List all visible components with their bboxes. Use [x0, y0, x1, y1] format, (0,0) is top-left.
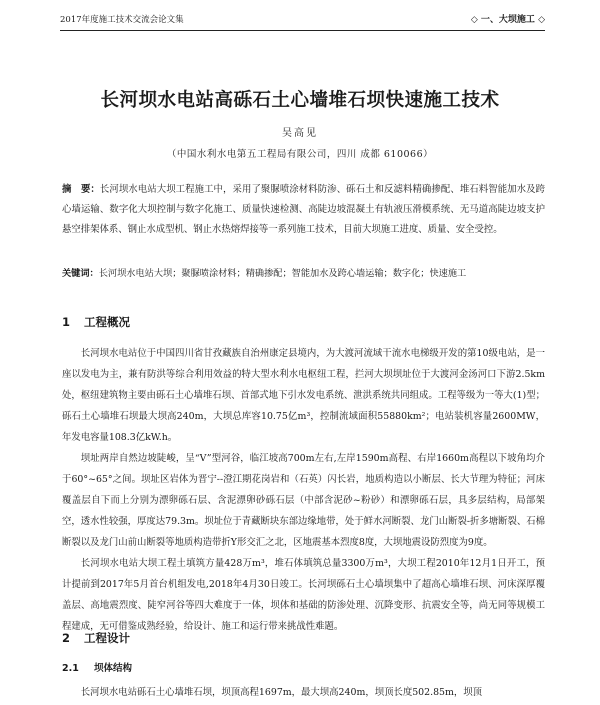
- proceedings-title: 2017年度施工技术交流会论文集: [60, 15, 184, 25]
- section-1-paragraph-2: 坝址两岸自然边坡陡峻，呈“V”型河谷，临江坡高700m左右,左岸1590m高程、右岸1660m高程以下坡角均介于60°~65°之间。坝址区岩体为晋宁--澄江期花岗岩和（石英）闪长岩，地质构造以小断层、长大节理为特征；河床覆盖层自下而上分别为漂卵砾石层、含泥漂卵砂砾石层（中部含泥砂~粉砂）和漂卵砾石层，具多层结构，局部架空，透水性较强，厚度达79.3m。坝址位于青藏断块东部边缘地带，处于鲜水河断裂、龙门山断裂-折多塘断裂、石棉断裂以及龙门山前山断裂等地质构造带折Y形交汇之北，区地震基本烈度8度，大坝地震设防烈度为9度。: [62, 453, 545, 548]
- subsection-2-1-title: 坝体结构: [94, 663, 133, 674]
- section-label: ◇ 一、大坝施工 ◇: [470, 15, 545, 25]
- paper-title: 长河坝水电站高砾石土心墙堆石坝快速施工技术: [100, 90, 500, 111]
- abstract-label: 摘 要：: [62, 184, 100, 195]
- section-2-heading: [62, 630, 130, 646]
- section-1-number: 1: [62, 315, 71, 329]
- abstract: [62, 180, 545, 240]
- affiliation: （中国水利水电第五工程局有限公司，四川 成都 610066）: [166, 149, 434, 160]
- subsection-2-1-number: 2.1: [62, 663, 79, 674]
- author: 吴高见: [282, 128, 318, 139]
- section-1-paragraph-1: 长河坝水电站位于中国四川省甘孜藏族自治州康定县境内，为大渡河流域干流水电梯级开发的第10级电站，是一座以发电为主，兼有防洪等综合利用效益的特大型水利水电枢纽工程，拦河大坝坝址位于大渡河金汤河口下游2.5km处，枢纽建筑物主要由砾石土心墙堆石坝、首部式地下引水发电系统、泄洪系统共同组成。工程等级为一等大(1)型；砾石土心墙堆石坝最大坝高240m，大坝总库容10.75亿m³，控制流域面积55880km²；电站装机容量2600MW，年发电容量108.3亿kW.h。: [62, 348, 545, 443]
- keywords-text: 长河坝水电站大坝；聚脲喷涂材料；精确掺配；智能加水及跨心墙运输；数字化；快速施工: [98, 268, 467, 279]
- subsection-2-1-paragraph-1: 长河坝水电站砾石土心墙堆石坝，坝顶高程1697m，最大坝高240m，坝顶长度502.85m，坝顶: [80, 687, 483, 698]
- keywords-label: 关键词：: [62, 268, 99, 279]
- section-2-number: 2: [62, 631, 71, 645]
- keywords: [62, 265, 545, 283]
- running-header: [60, 10, 545, 26]
- section-1-title: 工程概况: [84, 315, 130, 329]
- header-rule: [60, 30, 545, 31]
- section-1-paragraph-3: 长河坝水电站大坝工程土填筑方量428万m³，堆石体填筑总量3300万m³，大坝工程2010年12月1日开工，预计提前到2017年5月首台机组发电,2018年4月30日竣工。长河坝砾石土心墙坝集中了超高心墙堆石坝、河床深厚覆盖层、高地震烈度、陡窄河谷等四大难度于一体，坝体和基础的防渗处理、沉降变形、抗震安全等，尚无同等规模工程建成，无可借鉴成熟经验，给设计、施工和运行带来挑战性难题。: [62, 558, 545, 632]
- section-1-heading: [62, 314, 130, 330]
- abstract-text: 长河坝水电站大坝工程施工中，采用了聚脲喷涂材料防渗、砾石土和反滤料精确掺配、堆石料智能加水及跨心墙运输、数字化大坝控制与数字化施工、质量快速检测、高陡边坡混凝土有轨液压滑模系统、无马道高陡边坡支护悬空排架体系、钢止水成型机、钢止水热熔焊接等一系列施工技术，目前大坝施工进度、质量、安全受控。: [62, 184, 545, 235]
- section-2-title: 工程设计: [84, 631, 130, 645]
- subsection-2-1-heading: [62, 660, 132, 674]
